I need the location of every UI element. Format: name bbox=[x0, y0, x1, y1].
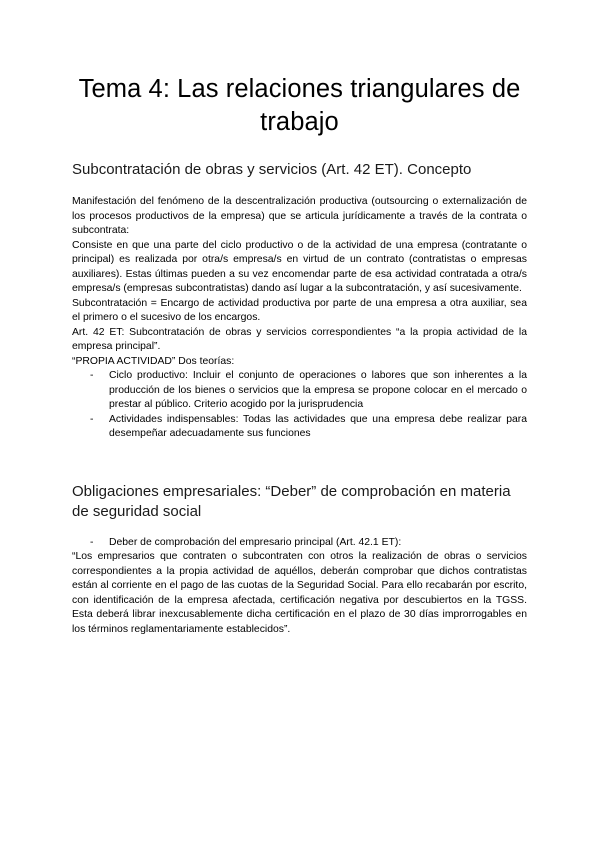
paragraph-definicion: Subcontratación = Encargo de actividad productiva por parte de una empresa a otra auxiliar, sea el primero o el sucesivo de los encargos. bbox=[72, 297, 527, 323]
section-heading-obligaciones: Obligaciones empresariales: “Deber” de comprobación en materia de seguridad social bbox=[72, 482, 511, 520]
page-title: Tema 4: Las relaciones triangulares de trabajo bbox=[78, 75, 521, 136]
list-item bbox=[72, 369, 527, 413]
paragraph-quote-art42-1: “Los empresarios que contraten o subcontraten con otros la realización de obras o servicios correspondientes a la propia actividad de aquéllos, deberán comprobar que dichos contratistas están al corriente en el pago de las cuotas de la Seguridad Social. Para ello recabarán por escrito, con identificación de la empresa afectada, certificación negativa por descubiertos en la TGSS. Esta deberá librar inexcusablemente dicha certificación en el plazo de 30 días improrrogables en los términos reglamentariamente establecidos”. bbox=[72, 551, 527, 635]
paragraph-manifestacion: Manifestación del fenómeno de la descentralización productiva (outsourcing o externalización de los procesos productivos de la empresa) que se articula jurídicamente a través de la contrata o subcontrata: bbox=[72, 196, 527, 236]
section-heading-subcontratacion: Subcontratación de obras y servicios (Art. 42 ET). Concepto bbox=[72, 161, 472, 178]
list-item-text: Ciclo productivo: Incluir el conjunto de operaciones o labores que son inherentes a la producción de los bienes o servicios que la empresa se propone colocar en el mercado o prestar al público. Criterio acogido por la jurisprudencia bbox=[109, 370, 527, 410]
list-item-text: Deber de comprobación del empresario principal (Art. 42.1 ET): bbox=[109, 536, 402, 548]
section-body-obligaciones bbox=[72, 536, 527, 638]
list-dash: - bbox=[90, 536, 94, 548]
list-item-text: Actividades indispensables: Todas las actividades que una empresa debe realizar para desempeñar adecuadamente sus funciones bbox=[109, 413, 527, 439]
teorias-list bbox=[72, 369, 527, 442]
deber-list bbox=[72, 536, 527, 551]
document-page bbox=[72, 0, 527, 637]
list-item bbox=[72, 413, 527, 442]
paragraph-consiste: Consiste en que una parte del ciclo productivo o de la actividad de una empresa (contratante o principal) es realizada por otra/s empresa/s en virtud de un contrato (contratistas o empresas auxiliares). Estas últimas pueden a su vez encomendar parte de esa actividad contratada a otra/s empresa/s (empresas subcontratistas) dando así lugar a la subcontratación, y así sucesivamente. bbox=[72, 239, 527, 294]
list-item bbox=[72, 536, 527, 551]
paragraph-propia-actividad: “PROPIA ACTIVIDAD” Dos teorías: bbox=[72, 355, 235, 367]
list-dash: - bbox=[90, 370, 94, 381]
list-dash: - bbox=[90, 413, 94, 425]
paragraph-art42: Art. 42 ET: Subcontratación de obras y servicios correspondientes “a la propia actividad de la empresa principal”. bbox=[72, 326, 527, 352]
section-body-subcontratacion bbox=[72, 195, 527, 442]
